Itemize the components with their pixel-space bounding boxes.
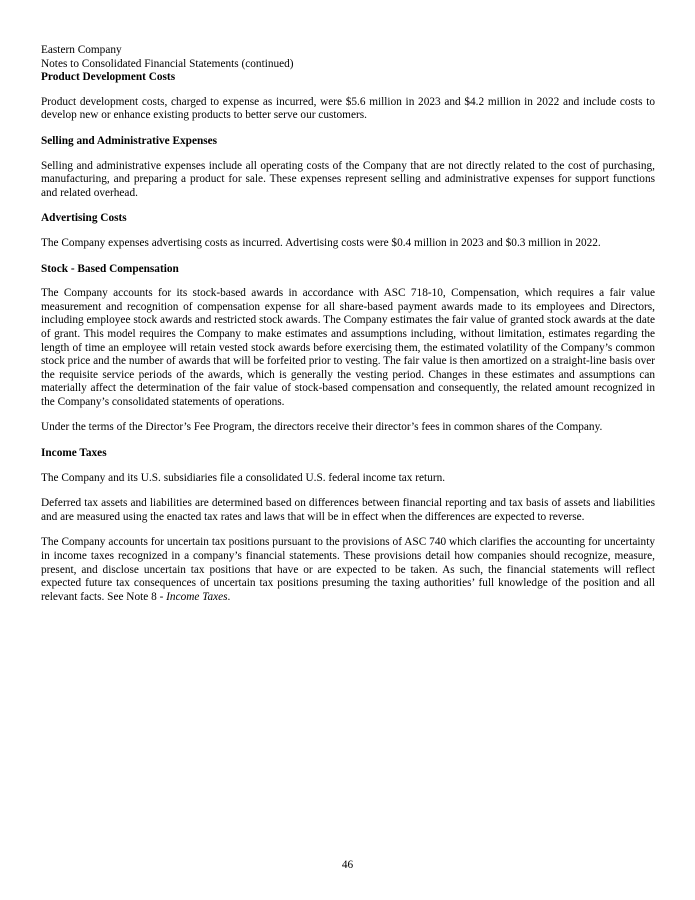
section-selling-administrative (41, 135, 655, 200)
section-advertising (41, 212, 655, 250)
page-number: 46 (341, 859, 354, 871)
section-paragraph: The Company and its U.S. subsidiaries file a consolidated U.S. federal income tax return. (41, 471, 446, 484)
section-paragraph: The Company accounts for its stock-based awards in accordance with ASC 718-10, Compensation, which requires a fair value measurement and recognition of compensation expense for all share-based payment awards made to its employees and Directors, including employee stock awards and restricted stock awards. The Company estimates the fair value of granted stock awards at the date of grant. This model requires the Company to make estimates and assumptions including, without limitation, estimates regarding the length of time an employee will retain vested stock awards before exercising them, the estimated volatility of the Company’s common stock price and the number of awards that will be forfeited prior to vesting. The fair value is then amortized on a straight-line basis over the requisite service periods of the awards, which is generally the vesting period. Changes in these estimates and assumptions can materially affect the determination of the fair value of stock-based compensation and consequently, the related amount recognized in the Company’s consolidated statements of operations. (41, 287, 655, 408)
section-paragraph: Under the terms of the Director’s Fee Program, the directors receive their director’s fees in common shares of the Company. (41, 421, 603, 434)
section-heading: Selling and Administrative Expenses (41, 134, 218, 147)
paragraph-text: The Company accounts for uncertain tax positions pursuant to the provisions of ASC 740 which clarifies the accounting for uncertainty in income taxes recognized in a company’s financial statements. These provisions detail how companies should recognize, measure, present, and disclose uncertain tax positions that have or are expected to be taken. As such, the financial statements will reflect expected future tax consequences of uncertain tax positions presuming the taxing authorities’ full knowledge of the position and all relevant facts. See Note 8 - (41, 536, 655, 603)
section-income-taxes (41, 447, 655, 604)
document-subtitle: Notes to Consolidated Financial Statements (continued) (41, 57, 294, 70)
section-heading: Product Development Costs (41, 71, 176, 84)
note-reference: Income Taxes (166, 590, 228, 603)
section-heading: Income Taxes (41, 447, 107, 460)
section-paragraph (41, 536, 655, 604)
section-product-development (41, 71, 655, 123)
section-heading: Stock - Based Compensation (41, 262, 179, 275)
company-name: Eastern Company (41, 44, 122, 56)
section-stock-based-compensation (41, 263, 655, 436)
section-heading: Advertising Costs (41, 212, 127, 225)
paragraph-end: . (227, 590, 231, 603)
section-paragraph: Deferred tax assets and liabilities are determined based on differences between financial reporting and tax basis of assets and liabilities and are measured using the enacted tax rates and laws that will be in effect when the differences are expected to reverse. (41, 497, 655, 523)
section-paragraph: Product development costs, charged to expense as incurred, were $5.6 million in 2023 and $4.2 million in 2022 and include costs to develop new or enhance existing products to better serve our customers. (41, 95, 655, 122)
section-paragraph: Selling and administrative expenses include all operating costs of the Company that are not directly related to the cost of purchasing, manufacturing, and preparing a product for sale. These expenses represent selling and administrative expenses for support functions and related overhead. (41, 159, 655, 199)
section-paragraph: The Company expenses advertising costs as incurred. Advertising costs were $0.4 million in 2023 and $0.3 million in 2022. (41, 236, 601, 249)
